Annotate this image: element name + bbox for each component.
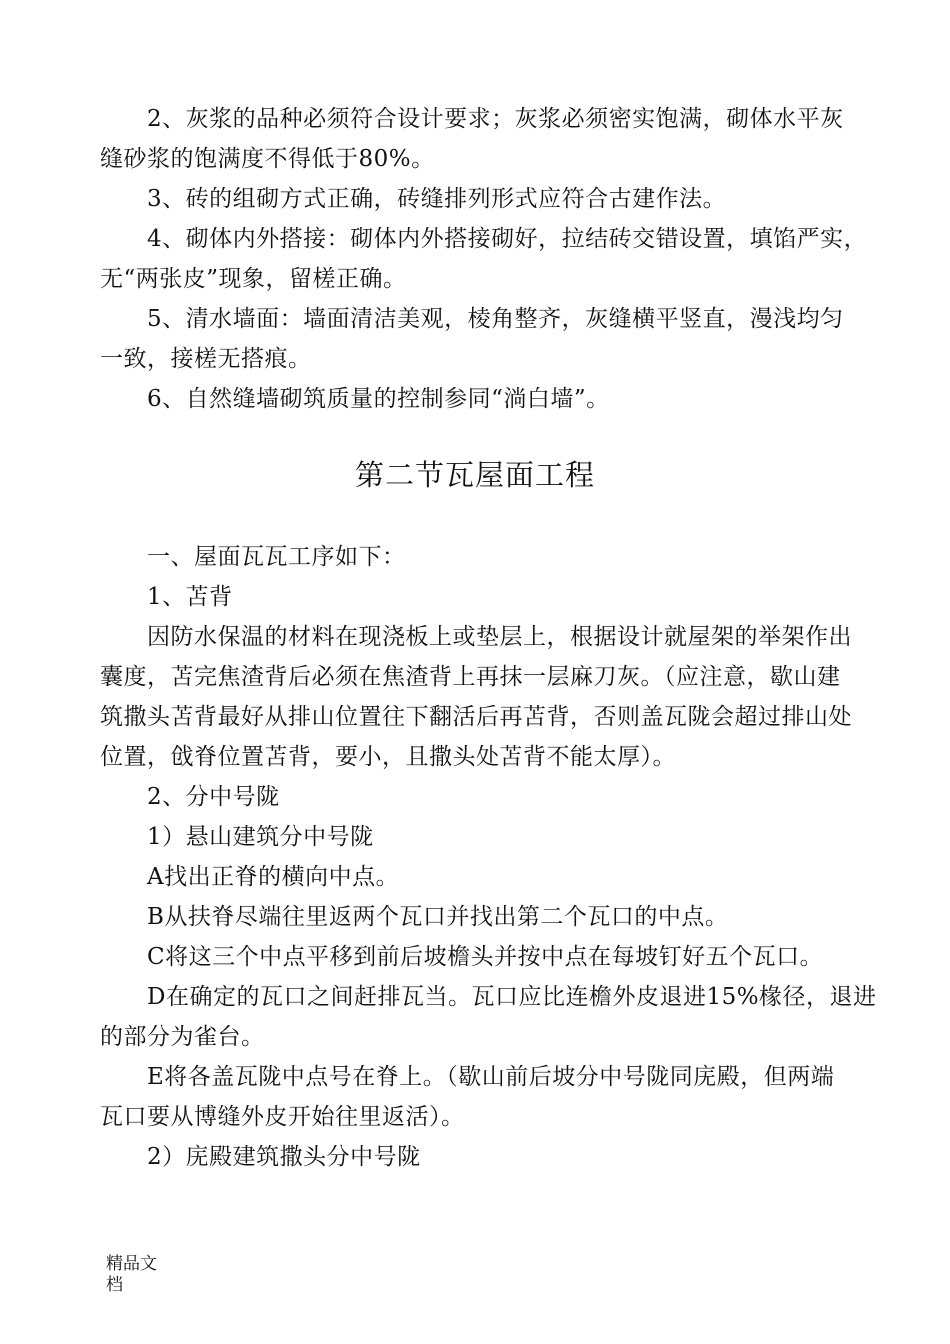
paragraph-line: 一致，接槎无搭痕。 bbox=[100, 346, 312, 372]
paragraph-line: E将各盖瓦陇中点号在脊上。（歇山前后坡分中号陇同庑殿，但两端 bbox=[147, 1064, 835, 1090]
paragraph-line: 1、苫背 bbox=[147, 584, 233, 610]
paragraph-line: 瓦口要从博缝外皮开始往里返活）。 bbox=[100, 1104, 465, 1130]
paragraph-line: 2、分中号陇 bbox=[147, 784, 280, 810]
paragraph-line: 无“两张皮”现象，留槎正确。 bbox=[100, 266, 407, 292]
paragraph-line: 1）悬山建筑分中号陇 bbox=[147, 824, 374, 850]
paragraph-line: 4、砌体内外搭接：砌体内外搭接砌好，拉结砖交错设置，填馅严实， bbox=[147, 226, 868, 252]
paragraph-line: C将这三个中点平移到前后坡檐头并按中点在每坡钉好五个瓦口。 bbox=[147, 944, 824, 970]
footer-watermark-line2: 档 bbox=[106, 1275, 123, 1295]
paragraph-line: 6、自然缝墙砌筑质量的控制参同“淌白墙”。 bbox=[147, 386, 610, 412]
paragraph-line: 3、砖的组砌方式正确，砖缝排列形式应符合古建作法。 bbox=[147, 186, 727, 212]
paragraph-line: 缝砂浆的饱满度不得低于80%。 bbox=[100, 146, 435, 172]
section-title: 第二节瓦屋面工程 bbox=[354, 458, 595, 492]
paragraph-line: 2、灰浆的品种必须符合设计要求；灰浆必须密实饱满，砌体水平灰 bbox=[147, 106, 844, 132]
paragraph-line: B从扶脊尽端往里返两个瓦口并找出第二个瓦口的中点。 bbox=[147, 904, 729, 930]
paragraph-line: 一、屋面瓦瓦工序如下： bbox=[147, 544, 406, 570]
paragraph-line: 位置，戗脊位置苫背，要小，且撒头处苫背不能太厚）。 bbox=[100, 744, 676, 770]
footer-watermark-line1: 精品文 bbox=[106, 1254, 157, 1274]
paragraph-line: 2）庑殿建筑撒头分中号陇 bbox=[147, 1144, 421, 1170]
paragraph-line: 的部分为雀台。 bbox=[100, 1024, 265, 1050]
paragraph-line: 因防水保温的材料在现浇板上或垫层上，根据设计就屋架的举架作出 bbox=[147, 624, 852, 650]
paragraph-line: 囊度，苫完焦渣背后必须在焦渣背上再抹一层麻刀灰。（应注意，歇山建 bbox=[100, 664, 841, 690]
paragraph-line: A找出正脊的横向中点。 bbox=[147, 864, 400, 890]
paragraph-line: 5、清水墙面：墙面清洁美观，棱角整齐，灰缝横平竖直，漫浅均匀 bbox=[147, 306, 844, 332]
paragraph-line: 筑撒头苫背最好从排山位置往下翻活后再苫背，否则盖瓦陇会超过排山处 bbox=[100, 704, 852, 730]
paragraph-line: D在确定的瓦口之间赶排瓦当。瓦口应比连檐外皮退进15%椽径，退进 bbox=[147, 984, 877, 1010]
